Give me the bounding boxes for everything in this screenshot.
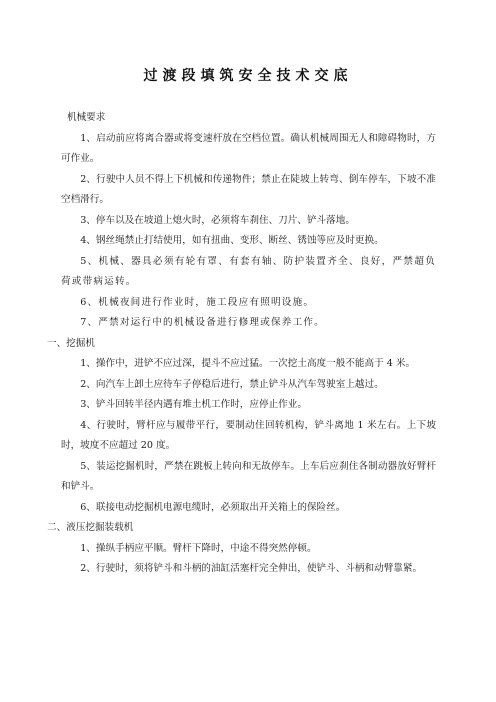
list-item: 6、联接电动挖掘机电源电缆时，必须取出开关箱上的保险丝。: [80, 501, 346, 513]
list-item: 1、启动前应将离合器或将变速杆放在空档位置。确认机械周围无人和障碍物时，方可作业。: [61, 132, 436, 164]
section-heading-machinery: 机械要求: [67, 112, 106, 123]
list-item: 4、行驶时，臂杆应与履带平行，要制动住回转机构，铲斗离地 1 米左右。上下坡时，坡度不应超过 20 度。: [61, 419, 436, 451]
list-item: 4、钢丝绳禁止打结使用，如有扭曲、变形、断丝、锈蚀等应及时更换。: [80, 235, 384, 246]
list-item: 2、行驶中人员不得上下机械和传递物件；禁止在陡坡上转弯、倒车停车，下坡不准空档滑行。: [61, 173, 436, 205]
list-item: 1、操作中，进铲不应过深，提斗不应过猛。一次挖土高度一般不能高于 4 米。: [80, 358, 416, 369]
list-item: 2、向汽车上卸土应待车子停稳后进行，禁止铲斗从汽车驾驶室上越过。: [80, 378, 384, 390]
list-item: 1、操纵手柄应平顺。臂杆下降时，中途不得突然停顿。: [80, 542, 317, 554]
section-heading-hydraulic-loader: 二、液压挖掘装载机: [47, 522, 134, 533]
document-body: [47, 108, 436, 580]
list-item: 6、机械夜间进行作业时，施工段应有照明设施。: [80, 296, 315, 308]
document-title: 过渡段填筑安全技术交底: [143, 68, 353, 84]
list-item: 5、装运挖掘机时，严禁在跳板上转向和无故停车。上车后应刹住各制动器放好臂杆和铲斗。: [61, 460, 436, 492]
list-item: 3、停车以及在坡道上熄火时，必须将车刹住、刀片、铲斗落地。: [80, 214, 355, 226]
list-item: 3、铲斗回转半径内遇有堆土机工作时，应停止作业。: [80, 399, 307, 410]
list-item: 2、行驶时，须将铲斗和斗柄的油缸活塞杆完全伸出，使铲斗、斗柄和动臂靠紧。: [80, 563, 423, 574]
section-heading-excavator: 一、挖掘机: [47, 337, 95, 349]
list-item: 5、机械、器具必须有轮有罩、有套有轴、防护装置齐全、良好，严禁超负荷或带病运转。: [61, 255, 436, 287]
list-item: 7、严禁对运行中的机械设备进行修理或保养工作。: [80, 317, 325, 328]
